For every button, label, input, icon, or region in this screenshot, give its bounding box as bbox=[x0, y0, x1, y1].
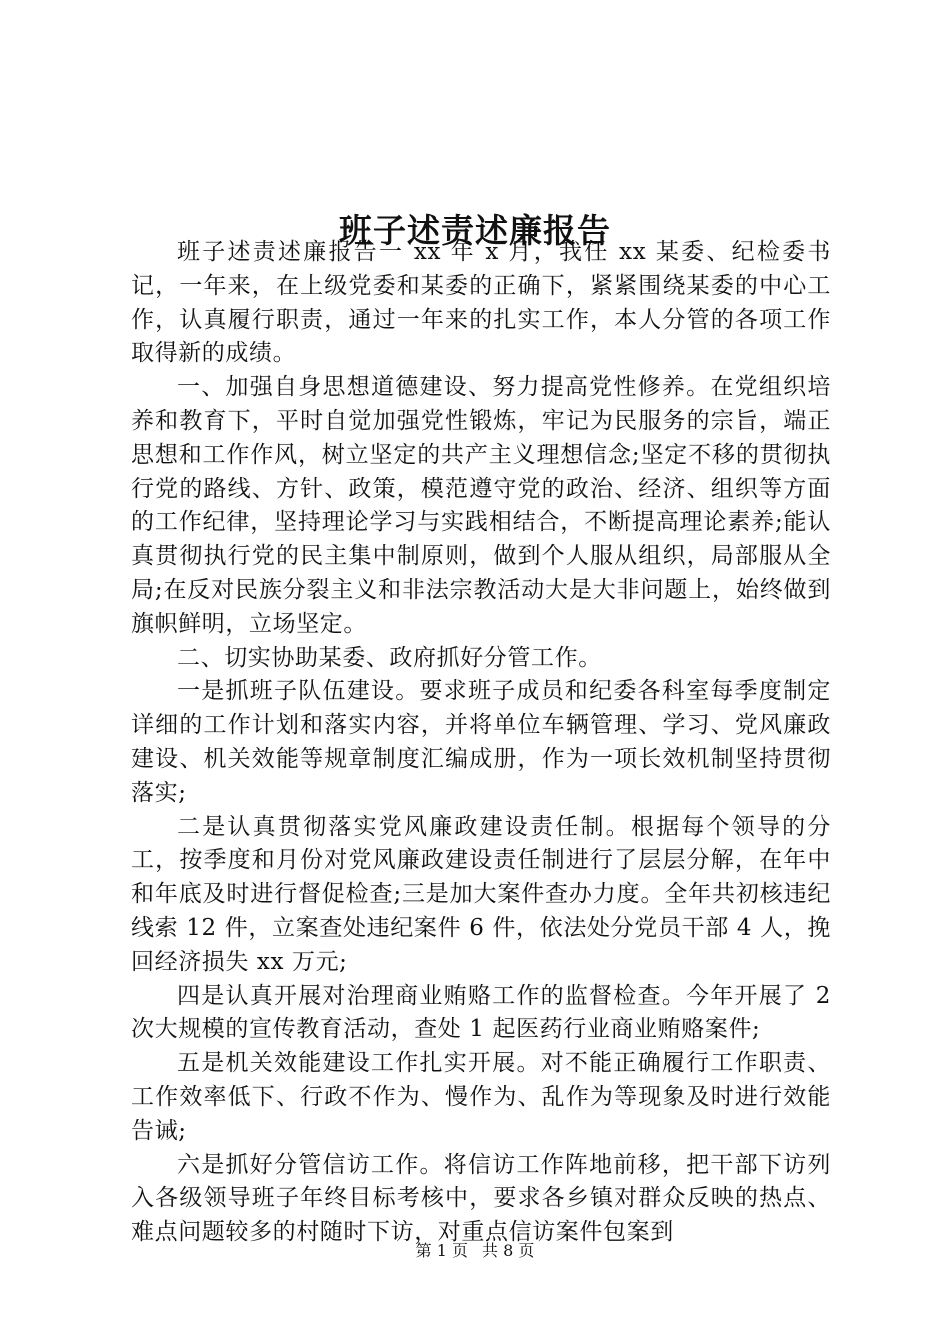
paragraph-item-2: 二是认真贯彻落实党风廉政建设责任制。根据每个领导的分工，按季度和月份对党风廉政建设责任制进行了层层分解，在年中和年底及时进行督促检查;三是加大案件查办力度。全年共初核违纪线索 12 件，立案查处违纪案件 6 件，依法处分党员干部 4 人，挽回经济损失 xx 万元; bbox=[131, 813, 831, 975]
page-total: 共 8 页 bbox=[482, 1241, 535, 1260]
document-body bbox=[131, 236, 831, 1250]
paragraph-intro: 班子述责述廉报告一 xx 年 x 月，我任 xx 某委、纪检委书记，一年来，在上级党委和某委的正确下，紧紧围绕某委的中心工作，认真履行职责，通过一年来的扎实工作，本人分管的各项工作取得新的成绩。 bbox=[131, 239, 831, 367]
paragraph-item-5: 五是机关效能建设工作扎实开展。对不能正确履行工作职责、工作效率低下、行政不作为、慢作为、乱作为等现象及时进行效能告诫; bbox=[131, 1050, 831, 1144]
paragraph-section-2-heading: 二、切实协助某委、政府抓好分管工作。 bbox=[177, 644, 602, 671]
page-number: 第 1 页 bbox=[415, 1241, 468, 1260]
paragraph-section-1: 一、加强自身思想道德建设、努力提高党性修养。在党组织培养和教育下，平时自觉加强党性锻炼，牢记为民服务的宗旨，端正思想和工作作风，树立坚定的共产主义理想信念;坚定不移的贯彻执行党的路线、方针、政策，模范遵守党的政治、经济、组织等方面的工作纪律，坚持理论学习与实践相结合，不断提高理论素养;能认真贯彻执行党的民主集中制原则，做到个人服从组织，局部服从全局;在反对民族分裂主义和非法宗教活动大是大非问题上，始终做到旗帜鲜明，立场坚定。 bbox=[131, 374, 831, 637]
paragraph-item-1: 一是抓班子队伍建设。要求班子成员和纪委各科室每季度制定详细的工作计划和落实内容，并将单位车辆管理、学习、党风廉政建设、机关效能等规章制度汇编成册，作为一项长效机制坚持贯彻落实; bbox=[131, 678, 831, 806]
paragraph-item-6: 六是抓好分管信访工作。将信访工作阵地前移，把干部下访列入各级领导班子年终目标考核中，要求各乡镇对群众反映的热点、难点问题较多的村随时下访，对重点信访案件包案到 bbox=[131, 1151, 831, 1246]
paragraph-item-4: 四是认真开展对治理商业贿赂工作的监督检查。今年开展了 2 次大规模的宣传教育活动，查处 1 起医药行业商业贿赂案件; bbox=[131, 982, 831, 1043]
document-title: 班子述责述廉报告 bbox=[339, 211, 611, 251]
page-footer bbox=[0, 1240, 950, 1262]
